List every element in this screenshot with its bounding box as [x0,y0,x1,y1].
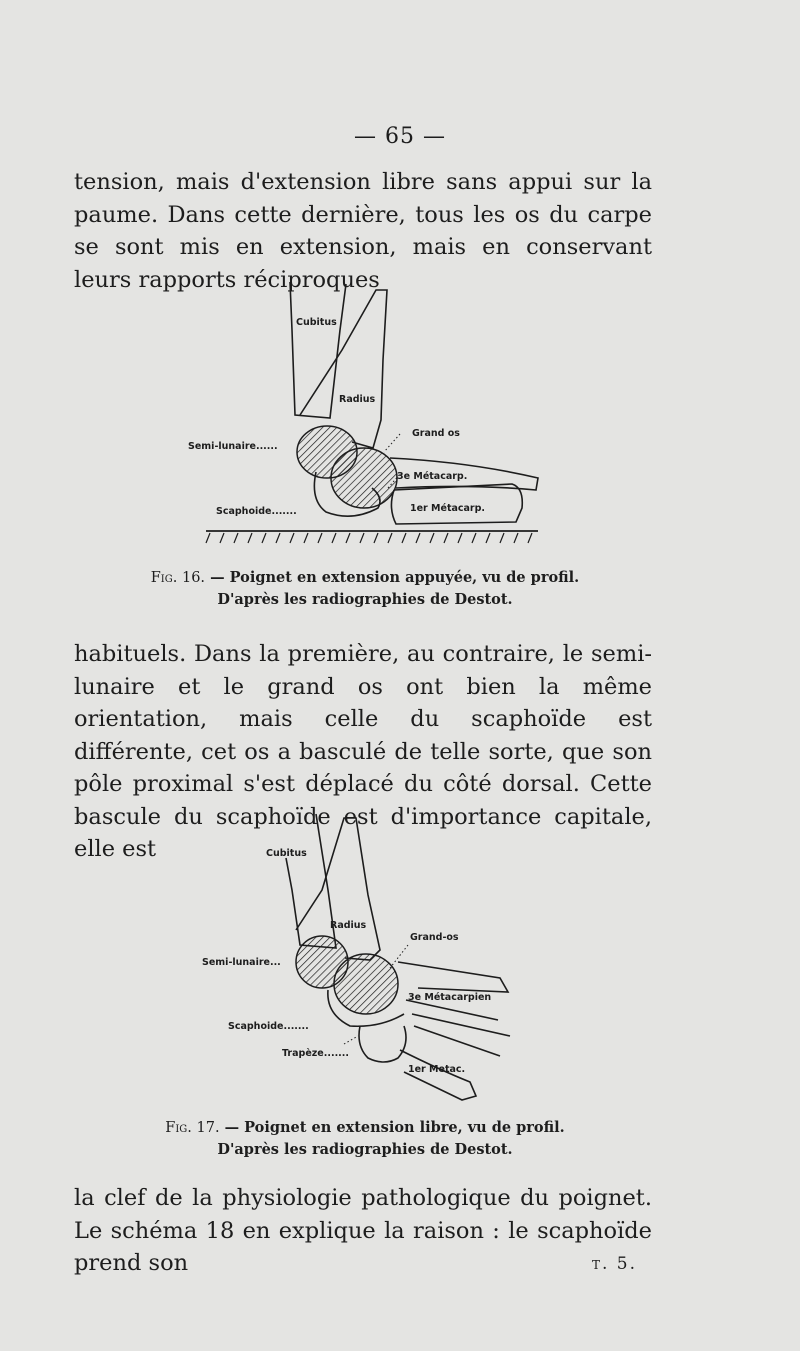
signature-mark: t. 5. [592,1254,638,1274]
body-paragraph-3: la clef de la physiologie pathologique du poignet. Le schéma 18 en explique la raison : le scaphoïde prend son [74,1185,652,1276]
ground-hatching [206,533,532,543]
figure-16-caption-line-1: — Poignet en extension appuyée, vu de profil. [210,569,580,586]
figure-16-caption-label: Fig. 16. [150,570,206,586]
cubitus-bone [286,814,336,948]
fig17-label-3rd-metacarpien: 3e Métacarpien [408,992,492,1003]
fig17-label-radius: Radius [330,920,367,931]
fig16-label-scaphoide: Scaphoide....... [216,506,297,517]
cubitus-bone [290,282,346,418]
fig17-label-grand-os: Grand-os [410,932,459,943]
figure-17-wrist-diagram [0,800,800,1120]
figure-16-caption [0,567,730,610]
fig17-label-1st-metac: 1er Metac. [408,1064,466,1075]
fig16-label-1st-metacarp: 1er Métacarp. [410,503,486,514]
figure-17-caption [0,1117,730,1160]
fig17-label-scaphoide: Scaphoide....... [228,1021,309,1032]
body-paragraph-1: tension, mais d'extension libre sans appui sur la paume. Dans cette dernière, tous les os du carpe se sont mis en extension, mais en conservant leurs rapports réciproques [74,169,652,293]
figure-17-caption-line-2: D'après les radiographies de Destot. [217,1141,513,1158]
fig16-label-grand-os: Grand os [412,428,460,439]
fig16-label-cubitus: Cubitus [296,317,337,328]
grand-os-bone [334,954,398,1014]
fig17-label-trapeze: Trapèze....... [282,1048,350,1059]
figure-16-caption-line-2: D'après les radiographies de Destot. [217,591,513,608]
body-paragraph-2: habituels. Dans la première, au contraire, le semi-lunaire et le grand os ont bien la même orientation, mais celle du scaphoïde est différente, cet os a basculé de telle sorte, que son pôle proximal s'est déplacé du côté dorsal. Cette bascule du scaphoïde est d'importance capitale, elle est [74,641,652,862]
first-metacarpal [400,1050,476,1100]
grand-os-bone [331,448,397,508]
third-metacarpal [398,962,508,992]
metacarpal-lines [406,1000,510,1056]
radius-bone [296,818,380,960]
fig17-label-cubitus: Cubitus [266,848,307,859]
fig17-label-semi-lunaire: Semi-lunaire... [202,957,281,968]
page-number: — 65 — [354,124,446,149]
trapeze-bone [359,1026,406,1062]
figure-17-caption-label: Fig. 17. [165,1120,220,1136]
radius-bone [300,290,387,448]
fig16-label-3rd-metacarp: 3e Métacarp. [397,471,468,482]
figure-16-wrist-diagram [0,0,800,560]
fig16-label-radius: Radius [339,394,376,405]
fig16-label-semi-lunaire: Semi-lunaire...... [188,441,278,452]
figure-17-caption-line-1: — Poignet en extension libre, vu de profil. [224,1119,565,1136]
